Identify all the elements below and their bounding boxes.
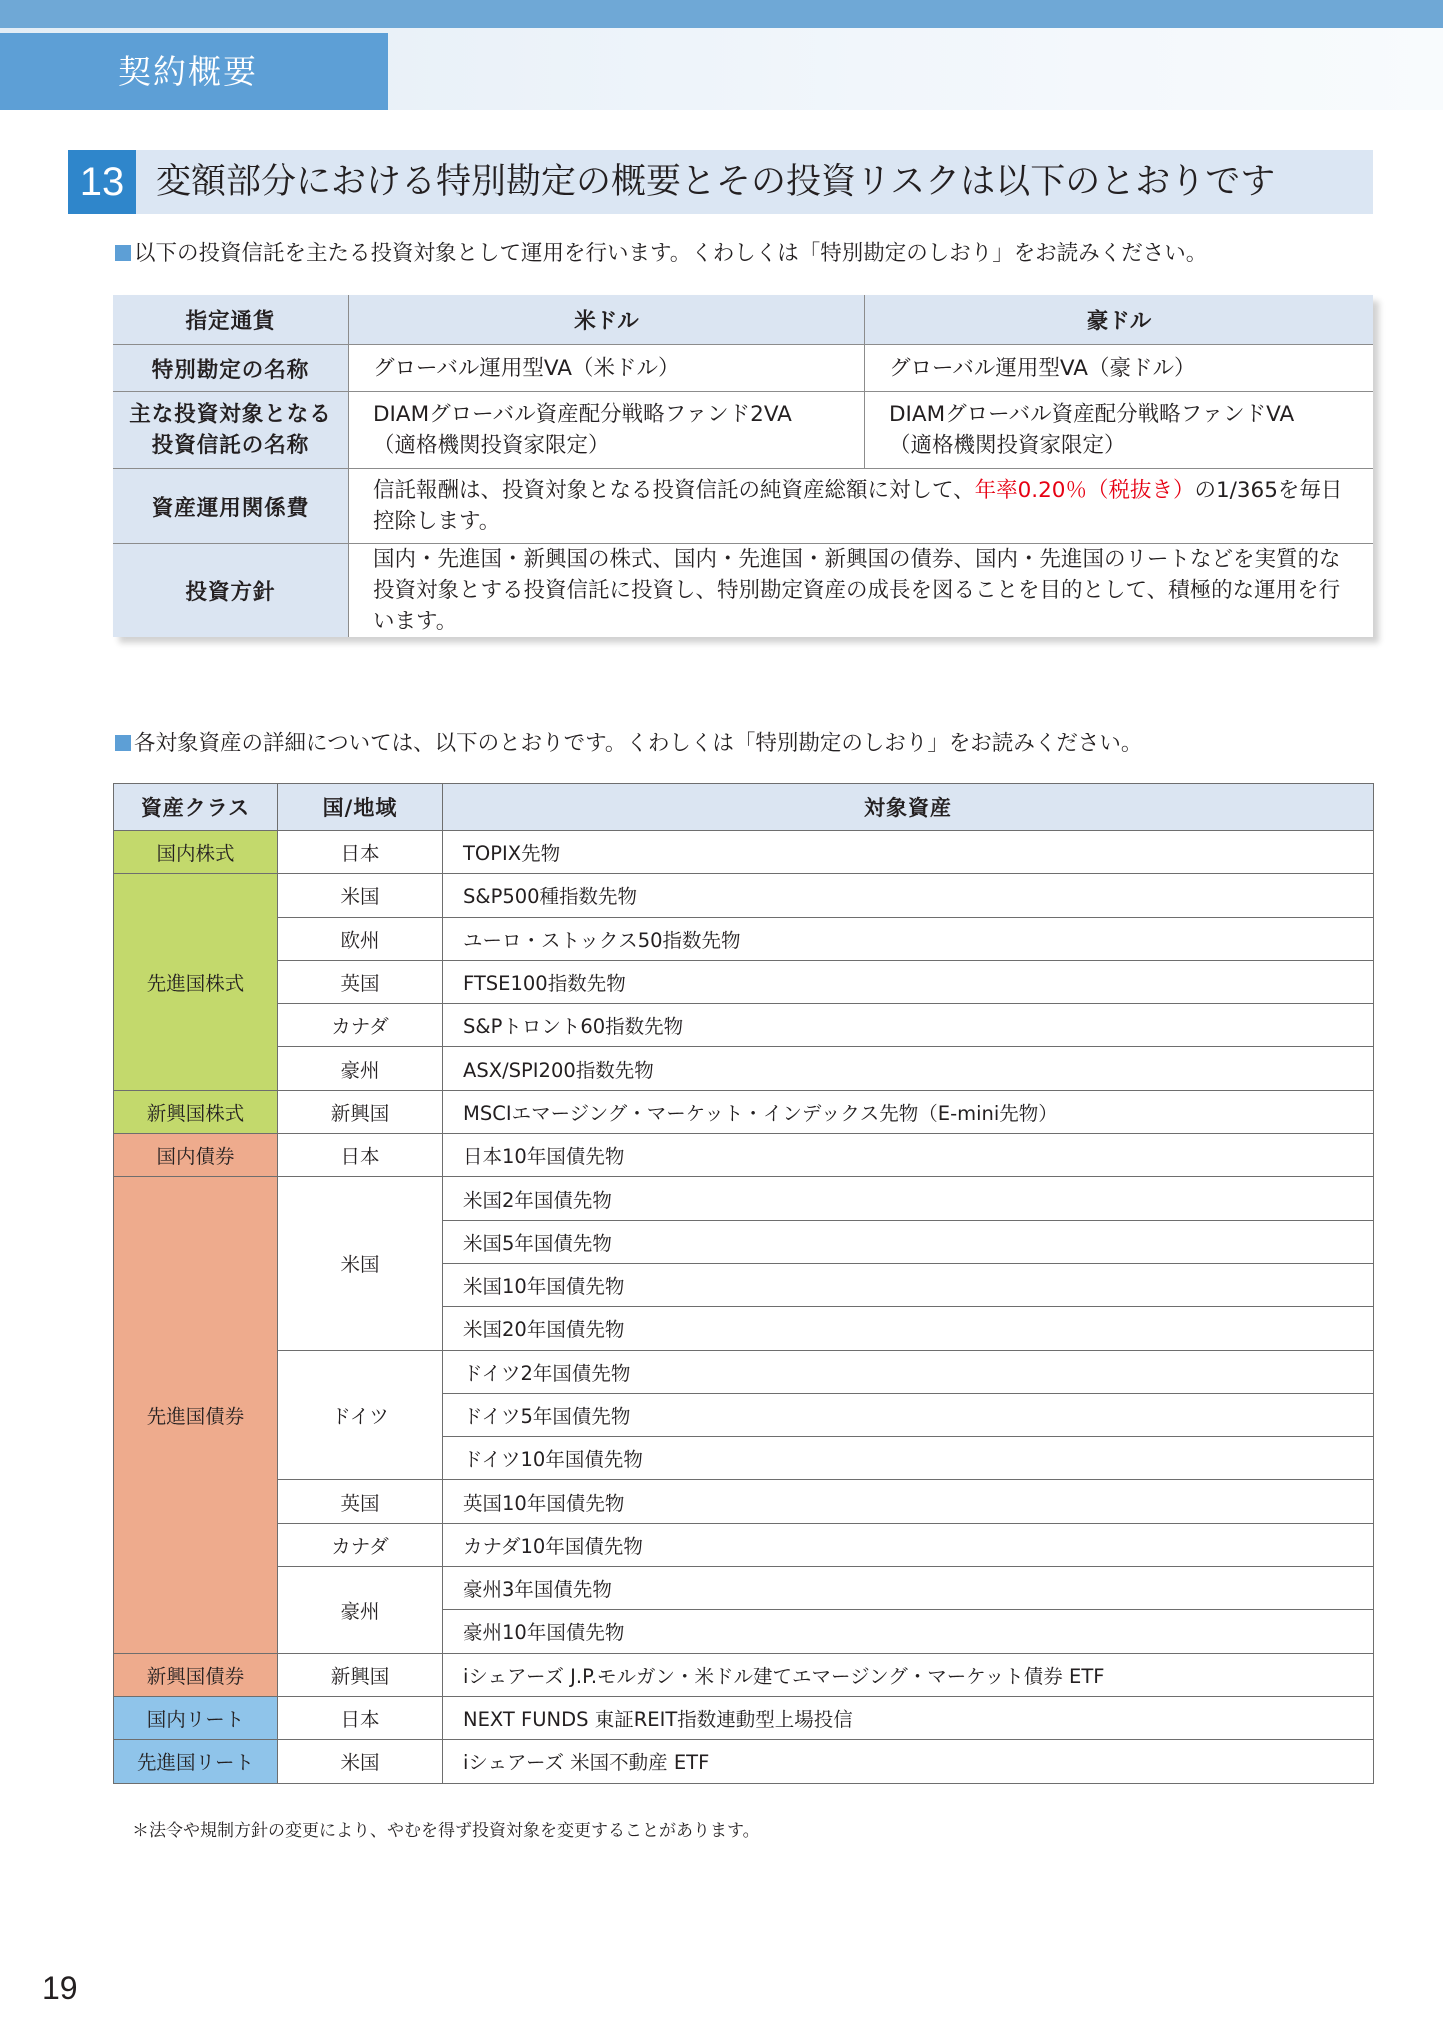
- table-row: [114, 1047, 1374, 1090]
- currency-header-label: 指定通貨: [113, 295, 349, 345]
- section-title: 変額部分における特別勘定の概要とその投資リスクは以下のとおりです: [156, 162, 1276, 202]
- footnote: ＊法令や規制方針の変更により、やむを得ず投資対象を変更することがあります。: [132, 1821, 760, 1841]
- fund-summary-table: [113, 295, 1373, 637]
- table-row: [114, 1567, 1374, 1610]
- asset-cell: 米国20年国債先物: [443, 1307, 1374, 1350]
- investment-policy-text: 国内・先進国・新興国の株式、国内・先進国・新興国の債券、国内・先進国のリートなどを実質的な投資対象とする投資信託に投資し、特別勘定資産の成長を図ることを目的として、積極的な運用を行います。: [349, 544, 1374, 638]
- asset-class-cell: 国内リート: [114, 1696, 278, 1739]
- region-header: 国/地域: [278, 784, 443, 831]
- region-cell: 英国: [278, 960, 443, 1003]
- asset-class-cell: 先進国リート: [114, 1740, 278, 1783]
- account-name-label: 特別勘定の名称: [113, 345, 349, 392]
- region-cell: 新興国: [278, 1653, 443, 1696]
- asset-class-cell: 新興国株式: [114, 1090, 278, 1133]
- asset-class-header: 資産クラス: [114, 784, 278, 831]
- region-cell: カナダ: [278, 1004, 443, 1047]
- asset-cell: S&P500種指数先物: [443, 874, 1374, 917]
- asset-cell: ドイツ2年国債先物: [443, 1350, 1374, 1393]
- main-fund-aud-line2: （適格機関投資家限定）: [889, 433, 1126, 458]
- main-fund-label-line1: 主な投資対象となる: [129, 402, 332, 427]
- usd-column-header: 米ドル: [349, 295, 865, 345]
- page-number: 19: [42, 1970, 78, 2006]
- aud-column-header: 豪ドル: [865, 295, 1374, 345]
- asset-management-cost-label: 資産運用関係費: [113, 469, 349, 544]
- asset-cell: ユーロ・ストックス50指数先物: [443, 917, 1374, 960]
- asset-cell: NEXT FUNDS 東証REIT指数連動型上場投信: [443, 1696, 1374, 1739]
- intro-note-funds: [115, 236, 1207, 267]
- main-fund-label: [113, 392, 349, 469]
- main-fund-usd: [349, 392, 865, 469]
- region-cell: ドイツ: [278, 1350, 443, 1480]
- section-number: 13: [68, 150, 136, 214]
- asset-cell: 米国10年国債先物: [443, 1263, 1374, 1306]
- table-row: [114, 831, 1374, 874]
- account-name-aud: グローバル運用型VA（豪ドル）: [865, 345, 1374, 392]
- table-row: [114, 1696, 1374, 1739]
- table-row: [114, 1004, 1374, 1047]
- region-cell: 豪州: [278, 1567, 443, 1654]
- cost-text-part1: 信託報酬は、投資対象となる投資信託の純資産総額に対して、: [373, 478, 975, 503]
- asset-class-cell: 新興国債券: [114, 1653, 278, 1696]
- region-cell: 米国: [278, 1740, 443, 1783]
- asset-cell: FTSE100指数先物: [443, 960, 1374, 1003]
- asset-class-cell: 国内債券: [114, 1134, 278, 1177]
- top-color-bar: [0, 0, 1443, 28]
- asset-cell: ドイツ10年国債先物: [443, 1437, 1374, 1480]
- asset-cell: 米国5年国債先物: [443, 1220, 1374, 1263]
- asset-cell: iシェアーズ J.P.モルガン・米ドル建てエマージング・マーケット債券 ETF: [443, 1653, 1374, 1696]
- region-cell: 米国: [278, 874, 443, 917]
- asset-cell: iシェアーズ 米国不動産 ETF: [443, 1740, 1374, 1783]
- main-fund-aud: [865, 392, 1374, 469]
- main-fund-usd-line2: （適格機関投資家限定）: [373, 433, 610, 458]
- asset-cell: ドイツ5年国債先物: [443, 1393, 1374, 1436]
- asset-cell: S&Pトロント60指数先物: [443, 1004, 1374, 1047]
- region-cell: 新興国: [278, 1090, 443, 1133]
- asset-class-cell: 先進国株式: [114, 874, 278, 1090]
- target-asset-table: [113, 783, 1374, 1784]
- asset-cell: TOPIX先物: [443, 831, 1374, 874]
- region-cell: 日本: [278, 831, 443, 874]
- main-fund-label-line2: 投資信託の名称: [151, 433, 310, 458]
- intro-note-assets: [115, 726, 1142, 757]
- main-fund-aud-line1: DIAMグローバル資産配分戦略ファンドVA: [889, 402, 1295, 427]
- asset-cell: 米国2年国債先物: [443, 1177, 1374, 1220]
- bullet-square-icon: [115, 245, 131, 261]
- table-row: [114, 1480, 1374, 1523]
- region-cell: 日本: [278, 1696, 443, 1739]
- table-row: [114, 1740, 1374, 1783]
- table-row: [114, 1134, 1374, 1177]
- table-row: [114, 917, 1374, 960]
- table-row: [114, 1177, 1374, 1220]
- asset-cell: 豪州3年国債先物: [443, 1567, 1374, 1610]
- table-row: [114, 960, 1374, 1003]
- region-cell: 英国: [278, 1480, 443, 1523]
- page-header-title: 契約概要: [118, 52, 258, 91]
- asset-cell: 豪州10年国債先物: [443, 1610, 1374, 1653]
- table-row: [114, 1653, 1374, 1696]
- region-cell: 米国: [278, 1177, 443, 1350]
- bullet-square-icon: [115, 735, 131, 751]
- table-row: [114, 874, 1374, 917]
- asset-class-cell: 国内株式: [114, 831, 278, 874]
- table-row: [114, 1523, 1374, 1566]
- asset-management-cost-text: [349, 469, 1374, 544]
- table-row: [114, 1350, 1374, 1393]
- asset-cell: MSCIエマージング・マーケット・インデックス先物（E-mini先物）: [443, 1090, 1374, 1133]
- intro-note-text: 以下の投資信託を主たる投資対象として運用を行います。くわしくは「特別勘定のしおり」をお読みください。: [134, 241, 1208, 266]
- main-fund-usd-line1: DIAMグローバル資産配分戦略ファンド2VA: [373, 402, 792, 427]
- asset-class-cell: 先進国債券: [114, 1177, 278, 1653]
- table-row: [114, 1090, 1374, 1133]
- region-cell: 日本: [278, 1134, 443, 1177]
- cost-text-part2: の1/365を毎日控除します。: [373, 478, 1343, 534]
- asset-cell: ASX/SPI200指数先物: [443, 1047, 1374, 1090]
- region-cell: 豪州: [278, 1047, 443, 1090]
- investment-policy-label: 投資方針: [113, 544, 349, 638]
- cost-rate-highlight: 年率0.20％（税抜き）: [974, 478, 1195, 503]
- target-asset-header: 対象資産: [443, 784, 1374, 831]
- asset-cell: カナダ10年国債先物: [443, 1523, 1374, 1566]
- account-name-usd: グローバル運用型VA（米ドル）: [349, 345, 865, 392]
- region-cell: カナダ: [278, 1523, 443, 1566]
- region-cell: 欧州: [278, 917, 443, 960]
- intro-note-text: 各対象資産の詳細については、以下のとおりです。くわしくは「特別勘定のしおり」をお読みください。: [134, 731, 1143, 756]
- asset-cell: 日本10年国債先物: [443, 1134, 1374, 1177]
- asset-cell: 英国10年国債先物: [443, 1480, 1374, 1523]
